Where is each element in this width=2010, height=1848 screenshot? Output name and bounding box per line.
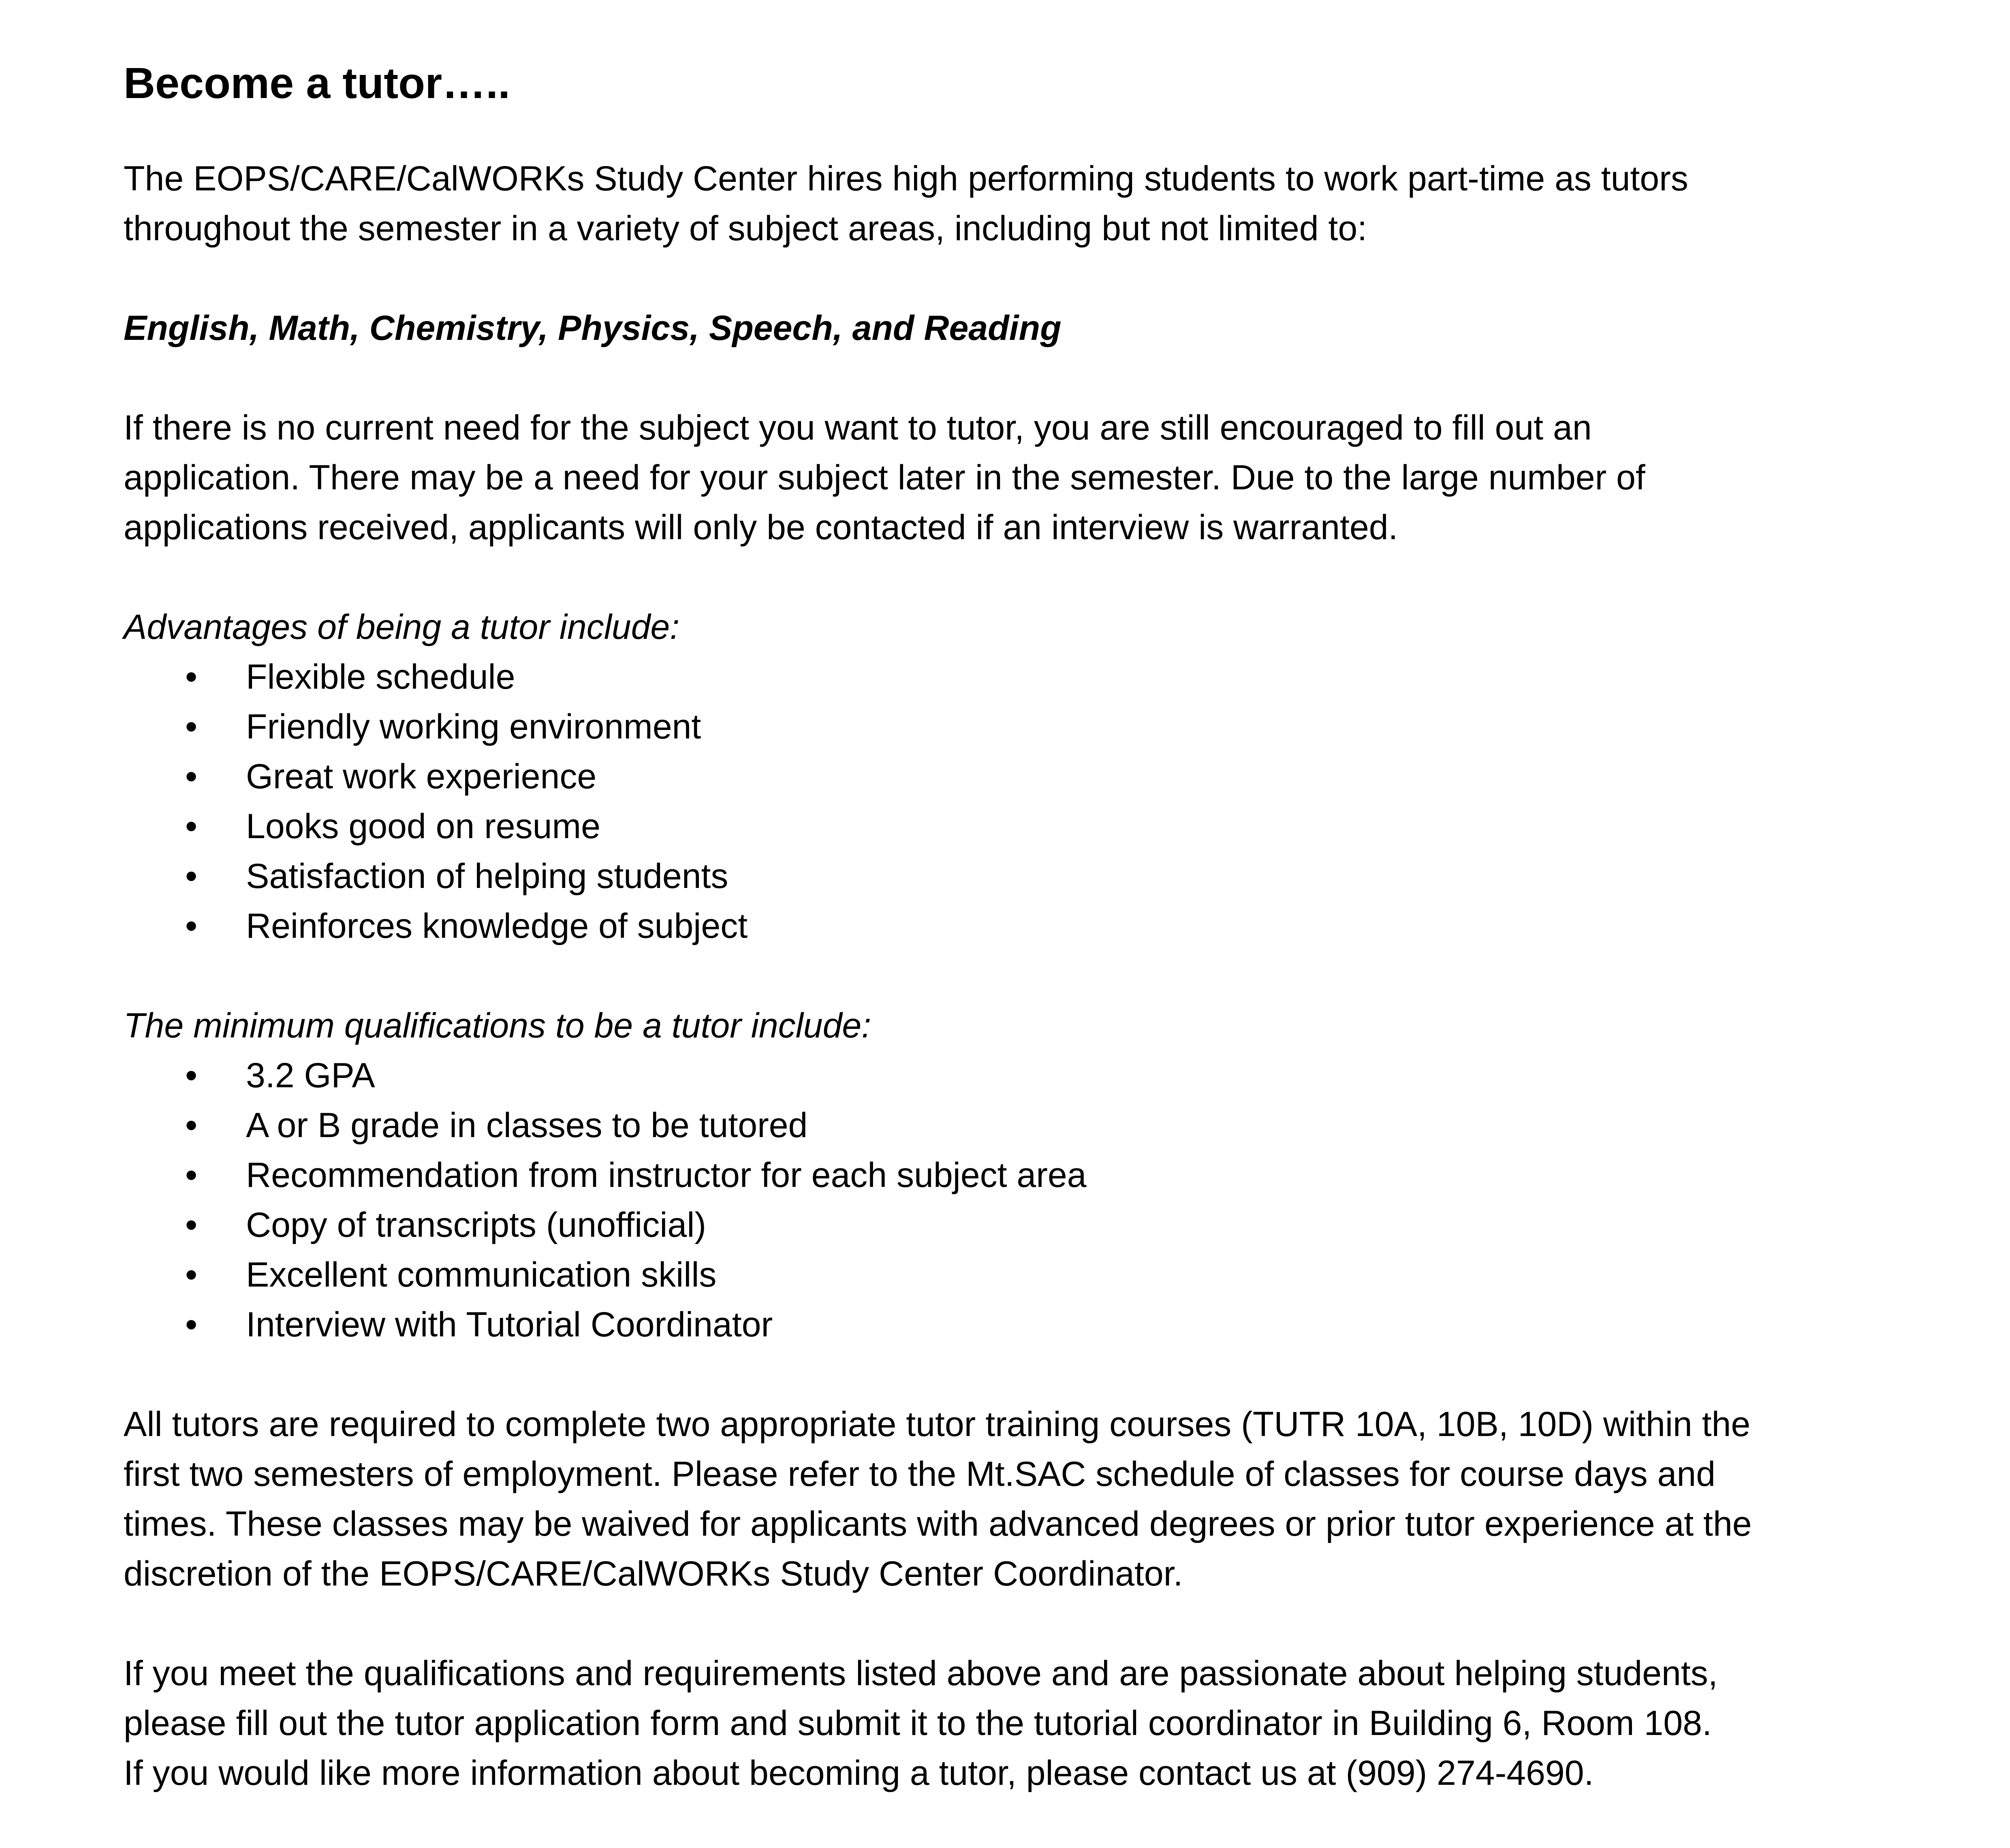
list-item-text: Flexible schedule: [246, 657, 515, 696]
bullet-icon: •: [185, 907, 198, 945]
list-item: [124, 1200, 1939, 1250]
list-item: [124, 1101, 1939, 1150]
training-paragraph: [124, 1400, 1939, 1599]
training-line: All tutors are required to complete two appropriate tutor training courses (TUTR 10A, 10B, 10D) within the: [124, 1405, 1751, 1444]
bullet-icon: •: [185, 1056, 198, 1095]
list-item-text: Satisfaction of helping students: [246, 857, 728, 896]
bullet-icon: •: [185, 807, 198, 846]
bullet-icon: •: [185, 857, 198, 896]
list-item-text: Copy of transcripts (unofficial): [246, 1206, 706, 1244]
bullet-icon: •: [185, 1156, 198, 1195]
list-item-text: 3.2 GPA: [246, 1056, 375, 1095]
list-item: [124, 1150, 1939, 1200]
qualifications-list: [124, 1051, 1939, 1350]
list-item: [124, 652, 1939, 702]
qualifications-heading: The minimum qualifications to be a tutor include:: [124, 1006, 871, 1045]
closing-line: If you would like more information about becoming a tutor, please contact us at (909) 274-4690.: [124, 1754, 1594, 1793]
bullet-icon: •: [185, 707, 198, 746]
intro-paragraph: [124, 154, 1939, 254]
closing-paragraph: [124, 1649, 1939, 1798]
closing-line: please fill out the tutor application form and submit it to the tutorial coordinator in Building 6, Room 108.: [124, 1704, 1712, 1743]
bullet-icon: •: [185, 657, 198, 696]
bullet-icon: •: [185, 1255, 198, 1294]
list-item-text: Recommendation from instructor for each subject area: [246, 1156, 1087, 1195]
bullet-icon: •: [185, 1206, 198, 1244]
list-item: [124, 802, 1939, 851]
list-item-text: Interview with Tutorial Coordinator: [246, 1305, 773, 1344]
list-item-text: A or B grade in classes to be tutored: [246, 1106, 808, 1145]
list-item: [124, 1250, 1939, 1300]
list-item-text: Reinforces knowledge of subject: [246, 907, 748, 945]
list-item: [124, 851, 1939, 901]
page-title: Become a tutor…..: [124, 58, 511, 107]
intro-line: The EOPS/CARE/CalWORKs Study Center hires high performing students to work part-time as tutors: [124, 159, 1688, 198]
bullet-icon: •: [185, 757, 198, 796]
bullet-icon: •: [185, 1106, 198, 1145]
encouragement-line: application. There may be a need for your subject later in the semester. Due to the large number of: [124, 458, 1645, 497]
list-item: [124, 1051, 1939, 1101]
encouragement-line: If there is no current need for the subject you want to tutor, you are still encouraged to fill out an: [124, 408, 1592, 447]
list-item: [124, 1300, 1939, 1350]
subjects-list: English, Math, Chemistry, Physics, Speech, and Reading: [124, 309, 1062, 348]
advantages-heading: Advantages of being a tutor include:: [124, 608, 680, 647]
training-line: times. These classes may be waived for applicants with advanced degrees or prior tutor experience at the: [124, 1504, 1752, 1543]
closing-line: If you meet the qualifications and requirements listed above and are passionate about helping students,: [124, 1654, 1718, 1693]
list-item: [124, 752, 1939, 802]
intro-line: throughout the semester in a variety of subject areas, including but not limited to:: [124, 209, 1367, 248]
list-item-text: Friendly working environment: [246, 707, 701, 746]
list-item: [124, 901, 1939, 951]
training-line: first two semesters of employment. Please refer to the Mt.SAC schedule of classes for course days and: [124, 1455, 1716, 1494]
encouragement-paragraph: [124, 403, 1939, 553]
document-page: [124, 53, 1939, 1848]
list-item-text: Looks good on resume: [246, 807, 600, 846]
training-line: discretion of the EOPS/CARE/CalWORKs Study Center Coordinator.: [124, 1554, 1183, 1593]
bullet-icon: •: [185, 1305, 198, 1344]
list-item: [124, 702, 1939, 752]
list-item-text: Great work experience: [246, 757, 597, 796]
advantages-list: [124, 652, 1939, 951]
list-item-text: Excellent communication skills: [246, 1255, 717, 1294]
encouragement-line: applications received, applicants will only be contacted if an interview is warranted.: [124, 508, 1398, 547]
